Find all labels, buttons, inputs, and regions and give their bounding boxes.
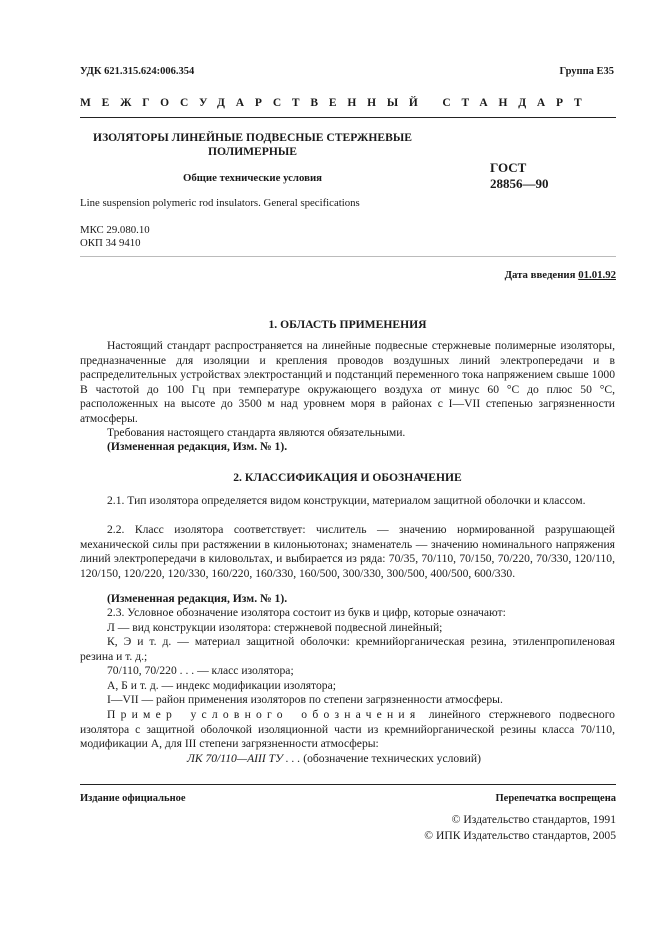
- gost-designation: [490, 160, 549, 192]
- copyright-block: [424, 812, 616, 844]
- example-label: Пример условного обозначения: [107, 708, 421, 721]
- okp-code: ОКП 34 9410: [80, 237, 141, 249]
- gost-label: ГОСТ: [490, 160, 527, 175]
- classification-codes: [80, 224, 150, 250]
- example-paragraph: [80, 708, 615, 752]
- clause-2-3: 2.3. Условное обозначение изолятора состоит из букв и цифр, которые означают:: [107, 606, 506, 619]
- designation-item-index: А, Б и т. д. — индекс модификации изолятора;: [107, 679, 336, 692]
- footer-rule: [80, 784, 616, 785]
- copyright-2: © ИПК Издательство стандартов, 2005: [424, 829, 616, 842]
- section-1-revision: (Измененная редакция, Изм. № 1).: [107, 440, 288, 453]
- group-code: Группа Е35: [559, 66, 614, 77]
- designation-item-class: 70/110, 70/220 . . . — класс изолятора;: [107, 664, 294, 677]
- intro-date: [505, 269, 616, 281]
- gost-number: 28856—90: [490, 176, 549, 191]
- interstate-standard-banner: МЕЖГОСУДАРСТВЕННЫЙ СТАНДАРТ: [80, 97, 593, 109]
- section-1-para-2: Требования настоящего стандарта являются обязательными.: [107, 426, 406, 439]
- section-1-para-1: Настоящий стандарт распространяется на линейные подвесные стержневые полимерные изоляторы, предназначенные для изоляции и крепления проводов воздушных линий электропередачи и в распределительных устройствах электростанций и подстанций переменного тока напряжением свыше 1000 В частотой до 100 Гц при температуре окружающего воздуха от минус 60 °С до плюс 50 °С, расположенных на высоте до 3500 м над уровнем моря в районах с I—VII степенью загрязненности атмосферы.: [80, 339, 615, 425]
- title-rule: [80, 256, 616, 257]
- intro-date-value: 01.01.92: [578, 269, 616, 281]
- title-line-1: ИЗОЛЯТОРЫ ЛИНЕЙНЫЕ ПОДВЕСНЫЕ СТЕРЖНЕВЫЕ: [93, 131, 412, 144]
- clause-2-2: 2.2. Класс изолятора соответствует: числитель — значению нормированной разрушающей механической силы при растяжении в килоньютонах; знаменатель — значению номинального напряжения линий электропередачи в киловольтах, и выбирается из ряда: 70/35, 70/110, 70/150, 70/220, 70/330, 120/110, 120/150, 120/220, 120/330, 160/220, 160/330, 160/500, 300/330, 300/500, 400/500, 600/330.: [80, 523, 615, 580]
- designation-item-k: К, Э и т. д. — материал защитной оболочки: кремнийорганическая резина, этиленпропиленовая резина и т. д.;: [80, 635, 615, 663]
- section-2-revision: (Измененная редакция, Изм. № 1).: [107, 592, 288, 605]
- intro-date-label: Дата введения: [504, 269, 576, 281]
- header-rule: [80, 117, 616, 118]
- example-designation: [187, 752, 481, 767]
- designation-item-l: Л — вид конструкции изолятора: стержневой подвесной линейный;: [107, 621, 443, 634]
- reprint-prohibited: Перепечатка воспрещена: [495, 793, 616, 804]
- official-edition: Издание официальное: [80, 793, 186, 804]
- designation-item-region: I—VII — район применения изоляторов по степени загрязненности атмосферы.: [107, 693, 503, 706]
- document-title: [80, 131, 425, 159]
- copyright-1: © Издательство стандартов, 1991: [451, 813, 616, 826]
- document-subtitle: Общие технические условия: [182, 172, 323, 184]
- example-text: линейного стержневого подвесного изолятора с защитной оболочкой изоляционной части из кремнийорганической резины класса 70/110, модификации А, для III степени загрязненности атмосферы:: [80, 708, 615, 751]
- udk-code: УДК 621.315.624:006.354: [80, 66, 195, 77]
- title-line-2: ПОЛИМЕРНЫЕ: [207, 145, 297, 158]
- designation-code: ЛК 70/110—АIII ТУ . . .: [187, 752, 301, 765]
- section-2-heading: 2. КЛАССИФИКАЦИЯ И ОБОЗНАЧЕНИЕ: [233, 471, 462, 484]
- mks-code: МКС 29.080.10: [80, 224, 150, 236]
- english-title: Line suspension polymeric rod insulators. General specifications: [80, 197, 360, 209]
- designation-note: (обозначение технических условий): [303, 752, 481, 765]
- clause-2-1: 2.1. Тип изолятора определяется видом конструкции, материалом защитной оболочки и классом.: [107, 494, 586, 507]
- section-1-heading: 1. ОБЛАСТЬ ПРИМЕНЕНИЯ: [268, 318, 427, 331]
